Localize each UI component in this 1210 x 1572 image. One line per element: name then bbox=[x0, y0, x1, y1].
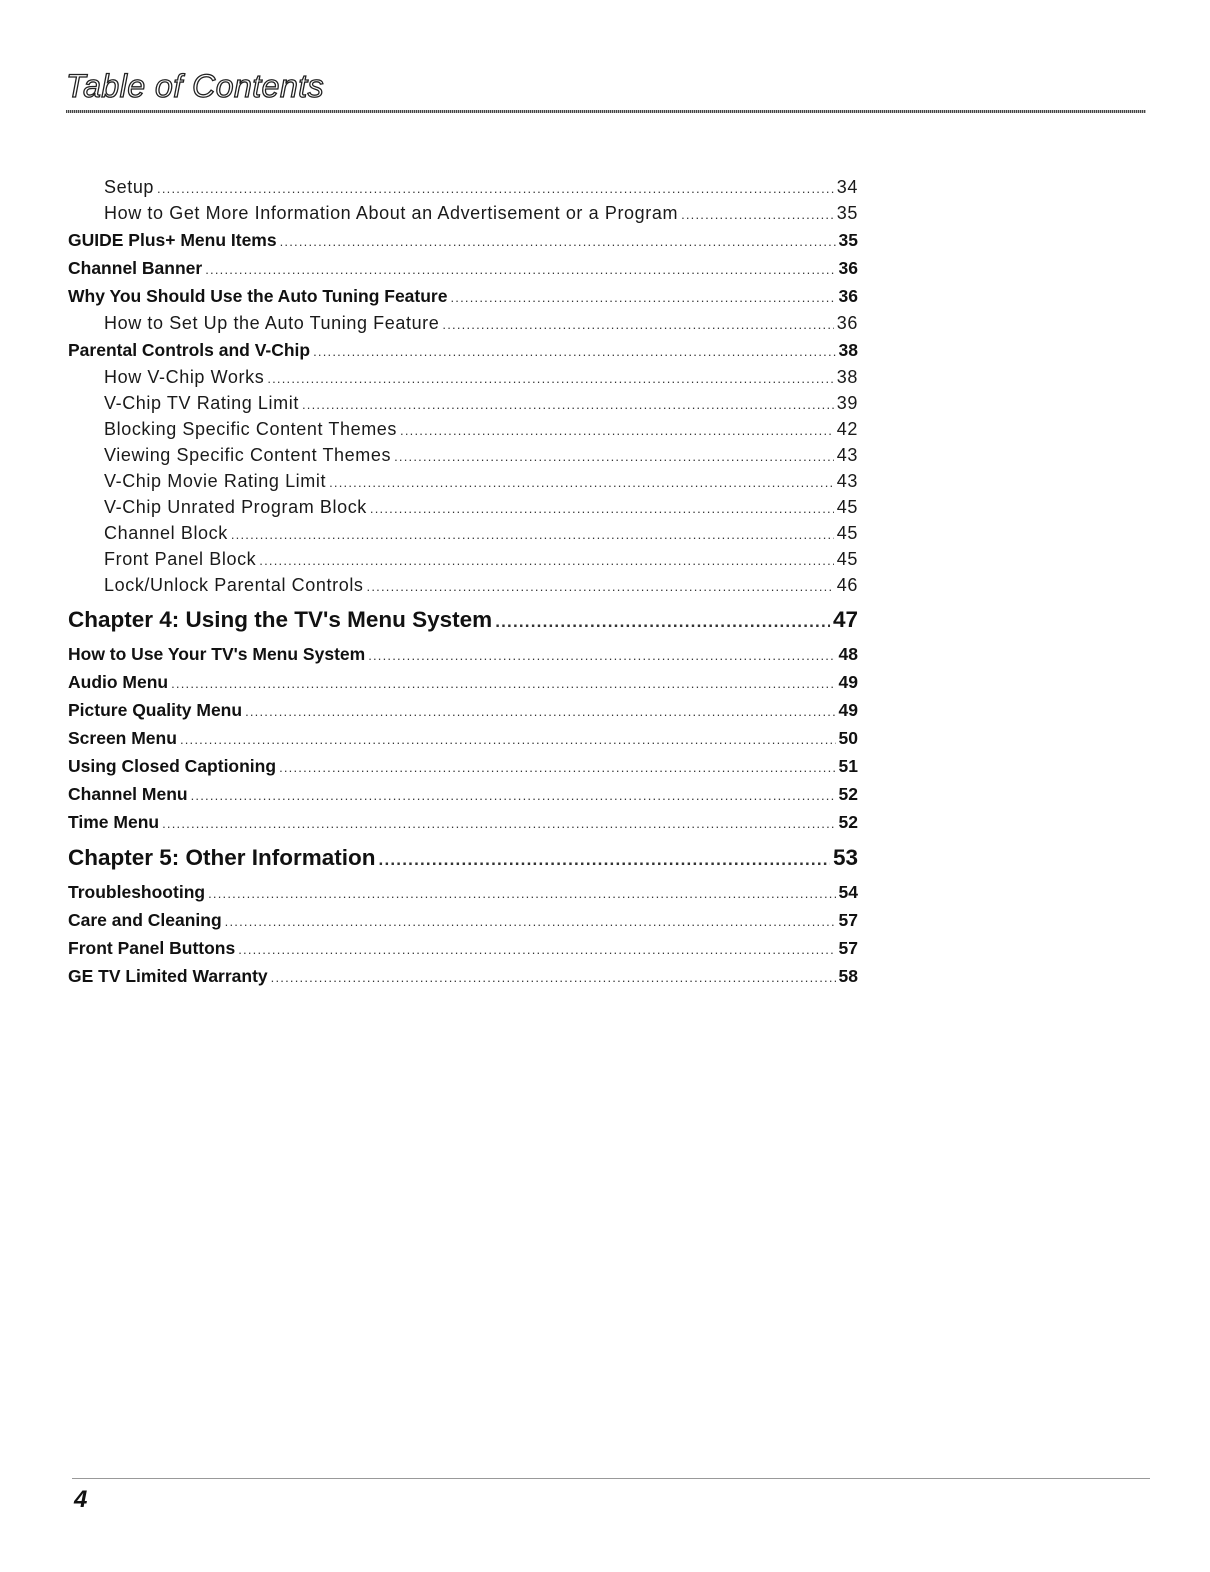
toc-entry-page: 39 bbox=[836, 393, 858, 413]
toc-entry-label: Picture Quality Menu bbox=[68, 700, 243, 720]
toc-entry-label: Viewing Specific Content Themes bbox=[104, 445, 392, 465]
toc-entry-label: Screen Menu bbox=[68, 728, 177, 748]
toc-entry-page: 49 bbox=[838, 700, 858, 720]
dot-leader bbox=[271, 964, 836, 992]
dot-leader bbox=[280, 228, 836, 256]
toc-entry-page: 54 bbox=[838, 882, 858, 902]
toc-entry-label: Chapter 4: Using the TV's Menu System bbox=[68, 607, 493, 632]
dot-leader bbox=[681, 202, 834, 228]
dot-leader bbox=[367, 574, 834, 600]
toc-entry-sub bbox=[68, 546, 858, 572]
toc-entry-label: Blocking Specific Content Themes bbox=[104, 419, 398, 439]
toc-entry-main bbox=[68, 668, 858, 696]
toc-entry-label: Channel Menu bbox=[68, 784, 188, 804]
dot-leader bbox=[267, 366, 833, 392]
toc-entry-main bbox=[68, 226, 858, 254]
dot-leader bbox=[313, 338, 835, 366]
dot-leader bbox=[208, 880, 835, 908]
dot-leader bbox=[180, 726, 836, 754]
toc-entry-label: Parental Controls and V-Chip bbox=[68, 340, 311, 360]
toc-entry-page: 43 bbox=[836, 445, 858, 465]
toc-entry-sub bbox=[68, 200, 858, 226]
dot-leader bbox=[259, 548, 833, 574]
toc-entry-sub bbox=[68, 390, 858, 416]
toc-entry-label: How to Use Your TV's Menu System bbox=[68, 644, 366, 664]
toc-entry-label: Troubleshooting bbox=[68, 882, 206, 902]
toc-entry-page: 49 bbox=[838, 672, 858, 692]
toc-entry-page: 36 bbox=[836, 313, 858, 333]
dot-leader bbox=[245, 698, 835, 726]
toc-entry-page: 48 bbox=[838, 644, 858, 664]
dot-leader bbox=[231, 522, 834, 548]
toc-entry-label: Channel Banner bbox=[68, 258, 203, 278]
toc-entry-label: How to Get More Information About an Advertisement or a Program bbox=[104, 203, 679, 223]
dot-leader bbox=[191, 782, 836, 810]
toc-entry-label: Using Closed Captioning bbox=[68, 756, 277, 776]
toc-entry-page: 36 bbox=[838, 258, 858, 278]
toc-entry-label: How V-Chip Works bbox=[104, 367, 265, 387]
toc-entry-page: 58 bbox=[838, 966, 858, 986]
page-title: Table of Contents bbox=[66, 68, 325, 104]
dot-leader bbox=[368, 642, 835, 670]
toc-entry-page: 46 bbox=[836, 575, 858, 595]
dot-leader bbox=[238, 936, 835, 964]
toc-entry-label: Front Panel Buttons bbox=[68, 938, 236, 958]
dot-leader bbox=[279, 754, 835, 782]
toc-entry-page: 52 bbox=[838, 812, 858, 832]
toc-entry-sub bbox=[68, 174, 858, 200]
toc-entry-page: 38 bbox=[836, 367, 858, 387]
toc-entry-label: V-Chip Movie Rating Limit bbox=[104, 471, 327, 491]
table-of-contents bbox=[68, 174, 858, 990]
toc-entry-chapter bbox=[68, 840, 858, 876]
toc-entry-sub bbox=[68, 442, 858, 468]
toc-entry-label: How to Set Up the Auto Tuning Feature bbox=[104, 313, 440, 333]
dot-leader bbox=[370, 496, 834, 522]
toc-entry-label: GUIDE Plus+ Menu Items bbox=[68, 230, 277, 250]
toc-entry-page: 35 bbox=[838, 230, 858, 250]
toc-entry-main bbox=[68, 906, 858, 934]
toc-entry-sub bbox=[68, 572, 858, 598]
dot-leader bbox=[495, 604, 830, 640]
toc-entry-sub bbox=[68, 416, 858, 442]
toc-entry-main bbox=[68, 336, 858, 364]
toc-entry-page: 57 bbox=[838, 938, 858, 958]
toc-entry-chapter bbox=[68, 602, 858, 638]
toc-entry-page: 45 bbox=[836, 497, 858, 517]
toc-entry-page: 50 bbox=[838, 728, 858, 748]
toc-entry-page: 36 bbox=[838, 286, 858, 306]
toc-entry-main bbox=[68, 696, 858, 724]
toc-entry-main bbox=[68, 640, 858, 668]
toc-entry-page: 38 bbox=[838, 340, 858, 360]
dot-leader bbox=[442, 312, 833, 338]
toc-entry-label: GE TV Limited Warranty bbox=[68, 966, 268, 986]
toc-entry-page: 34 bbox=[836, 177, 858, 197]
toc-entry-main bbox=[68, 934, 858, 962]
toc-entry-sub bbox=[68, 310, 858, 336]
toc-entry-page: 43 bbox=[836, 471, 858, 491]
toc-entry-label: V-Chip TV Rating Limit bbox=[104, 393, 299, 413]
toc-entry-page: 51 bbox=[838, 756, 858, 776]
toc-entry-label: Lock/Unlock Parental Controls bbox=[104, 575, 364, 595]
toc-entry-label: Chapter 5: Other Information bbox=[68, 845, 376, 870]
toc-entry-main bbox=[68, 962, 858, 990]
dot-leader bbox=[329, 470, 834, 496]
toc-entry-main bbox=[68, 724, 858, 752]
title-divider bbox=[66, 110, 1146, 113]
dot-leader bbox=[205, 256, 835, 284]
toc-entry-main bbox=[68, 780, 858, 808]
toc-entry-page: 57 bbox=[838, 910, 858, 930]
toc-entry-page: 35 bbox=[836, 203, 858, 223]
toc-entry-sub bbox=[68, 520, 858, 546]
dot-leader bbox=[302, 392, 834, 418]
toc-entry-label: Channel Block bbox=[104, 523, 228, 543]
toc-entry-page: 45 bbox=[836, 523, 858, 543]
dot-leader bbox=[171, 670, 835, 698]
toc-entry-label: Front Panel Block bbox=[104, 549, 257, 569]
dot-leader bbox=[450, 284, 835, 312]
toc-entry-sub bbox=[68, 494, 858, 520]
toc-entry-page: 47 bbox=[832, 607, 858, 632]
toc-entry-main bbox=[68, 752, 858, 780]
toc-entry-sub bbox=[68, 468, 858, 494]
toc-entry-main bbox=[68, 878, 858, 906]
toc-entry-label: Care and Cleaning bbox=[68, 910, 222, 930]
toc-entry-page: 52 bbox=[838, 784, 858, 804]
toc-entry-main bbox=[68, 808, 858, 836]
page-header bbox=[66, 68, 1146, 113]
dot-leader bbox=[379, 842, 830, 878]
dot-leader bbox=[225, 908, 836, 936]
toc-entry-page: 53 bbox=[832, 845, 858, 870]
toc-entry-main bbox=[68, 254, 858, 282]
toc-entry-label: Time Menu bbox=[68, 812, 160, 832]
toc-entry-label: Why You Should Use the Auto Tuning Feature bbox=[68, 286, 448, 306]
dot-leader bbox=[394, 444, 834, 470]
toc-entry-label: Audio Menu bbox=[68, 672, 169, 692]
footer-divider bbox=[72, 1478, 1150, 1479]
dot-leader bbox=[400, 418, 834, 444]
page-number: 4 bbox=[74, 1486, 88, 1513]
dot-leader bbox=[157, 176, 834, 202]
toc-entry-main bbox=[68, 282, 858, 310]
toc-entry-label: V-Chip Unrated Program Block bbox=[104, 497, 367, 517]
toc-entry-label: Setup bbox=[104, 177, 155, 197]
toc-entry-page: 42 bbox=[836, 419, 858, 439]
toc-entry-page: 45 bbox=[836, 549, 858, 569]
toc-entry-sub bbox=[68, 364, 858, 390]
dot-leader bbox=[162, 810, 835, 838]
